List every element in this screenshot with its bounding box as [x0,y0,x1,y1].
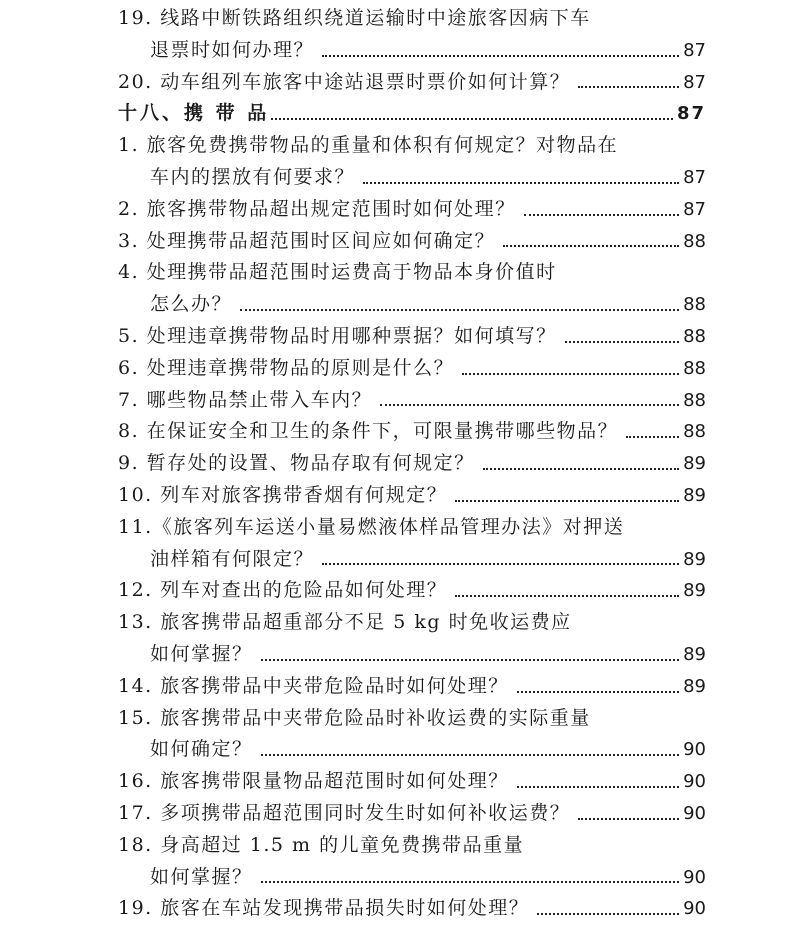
toc-entry-text: 15. 旅客携带品中夹带危险品时补收运费的实际重量 [118,706,591,729]
toc-entry [0,67,800,99]
toc-entry-text: 油样箱有何限定？ [150,547,315,570]
dot-leader [240,289,679,321]
toc-entry-continuation [0,35,800,67]
dot-leader [578,798,679,830]
toc-page-number: 88 [683,357,706,379]
toc-entry [0,385,800,417]
dot-leader [271,98,673,130]
toc-entry [0,353,800,385]
toc-entry-text: 6. 处理违章携带物品的原则是什么？ [118,356,455,379]
toc-entry-continuation [0,289,800,321]
toc-entry-text: 退票时如何办理？ [150,38,315,61]
toc-page-number: 87 [683,39,706,61]
dot-leader [503,226,679,258]
toc-entry [0,766,800,798]
toc-entry-text: 11.《旅客列车运送小量易燃液体样品管理办法》对押送 [118,515,625,538]
toc-entry [0,194,800,226]
toc-entry [0,830,800,862]
toc-entry [0,3,800,35]
toc-page-number: 87 [676,103,706,125]
toc-entry-text: 20. 动车组列车旅客中途站退票时票价如何计算？ [118,70,571,93]
toc-page-number: 89 [683,484,706,506]
toc-entry-continuation [0,544,800,576]
toc-entry [0,512,800,544]
toc-page-number: 87 [683,198,706,220]
dot-leader [380,385,679,417]
toc-entry-text: 16. 旅客携带限量物品超范围时如何处理？ [118,770,509,793]
toc-entry [0,893,800,925]
toc-entry-text: 5. 处理违章携带物品时用哪种票据？如何填写？ [118,324,557,347]
toc-entry-text: 14. 旅客携带品中夹带危险品时如何处理？ [118,674,509,697]
toc-entry-text: 车内的摆放有何要求？ [150,165,356,188]
toc-entry-text: 3. 处理携带品超范围时区间应如何确定？ [118,229,496,252]
toc-entry [0,607,800,639]
toc-entry [0,226,800,258]
toc-page-number: 88 [683,389,706,411]
toc-entry-text: 如何掌握？ [150,865,253,888]
toc-entry-text: 12. 列车对查出的危险品如何处理？ [118,579,448,602]
toc-page-number: 89 [683,453,706,475]
toc-entry [0,130,800,162]
toc-page-number: 90 [683,802,706,824]
dot-leader [578,67,679,99]
toc-entry-text: 9. 暂存处的设置、物品存取有何规定？ [118,452,475,475]
toc-page-number: 90 [683,739,706,761]
dot-leader [455,480,679,512]
toc-page-number: 90 [683,866,706,888]
toc-entry-text: 怎么办？ [150,293,233,316]
dot-leader [363,162,679,194]
toc-page-number: 89 [683,675,706,697]
toc-page-number: 87 [683,166,706,188]
dot-leader [322,544,679,576]
toc-entry [0,321,800,353]
toc-section-heading [0,98,800,130]
toc-entry-text: 10. 列车对旅客携带香烟有何规定？ [118,483,448,506]
dot-leader [322,35,679,67]
toc-entry-text: 19. 线路中断铁路组织绕道运输时中途旅客因病下车 [118,7,591,29]
toc-entry-continuation [0,162,800,194]
toc-page-number: 90 [683,771,706,793]
toc-page-number: 89 [683,580,706,602]
toc-entry-text: 8. 在保证安全和卫生的条件下，可限量携带哪些物品？ [118,420,619,443]
dot-leader [565,321,679,353]
toc-entry [0,257,800,289]
toc-entry-text: 1. 旅客免费携带物品的重量和体积有何规定？对物品在 [118,134,619,157]
toc-entry [0,448,800,480]
dot-leader [483,448,679,480]
dot-leader [517,766,679,798]
toc-entry-text: 17. 多项携带品超范围同时发生时如何补收运费？ [118,801,571,824]
toc-page-number: 88 [683,421,706,443]
toc-entry-text: 2. 旅客携带物品超出规定范围时如何处理？ [118,197,516,220]
toc-entry [0,798,800,830]
toc-entry [0,671,800,703]
toc-page-number: 89 [683,643,706,665]
dot-leader [462,353,679,385]
toc-entry [0,480,800,512]
toc-page-number: 88 [683,294,706,316]
toc-entry [0,575,800,607]
toc-entry-text: 十八、携 带 品 [118,102,270,125]
toc-entry-text: 7. 哪些物品禁止带入车内？ [118,388,373,411]
toc-entry-continuation [0,862,800,894]
dot-leader [455,575,679,607]
dot-leader [261,734,680,766]
toc-entry-text: 19. 旅客在车站发现携带品损失时如何处理？ [118,897,530,920]
toc-page-number: 88 [683,230,706,252]
dot-leader [261,639,680,671]
toc-entry [0,416,800,448]
toc-entry-text: 4. 处理携带品超范围时运费高于物品本身价值时 [118,261,557,284]
dot-leader [261,862,680,894]
toc-list [0,3,800,925]
toc-entry-continuation [0,734,800,766]
toc-page-number: 90 [683,898,706,920]
toc-entry-text: 如何确定？ [150,738,253,761]
dot-leader [517,671,679,703]
toc-entry [0,703,800,735]
toc-page-number: 89 [683,548,706,570]
toc-entry-text: 如何掌握？ [150,642,253,665]
dot-leader [524,194,679,226]
dot-leader [537,893,679,925]
toc-page-number: 87 [683,71,706,93]
toc-entry-text: 13. 旅客携带品超重部分不足 5 kg 时免收运费应 [118,611,572,634]
toc-page-number: 88 [683,325,706,347]
toc-entry-continuation [0,639,800,671]
toc-entry-text: 18. 身高超过 1.5 m 的儿童免费携带品重量 [118,833,525,856]
dot-leader [626,416,679,448]
